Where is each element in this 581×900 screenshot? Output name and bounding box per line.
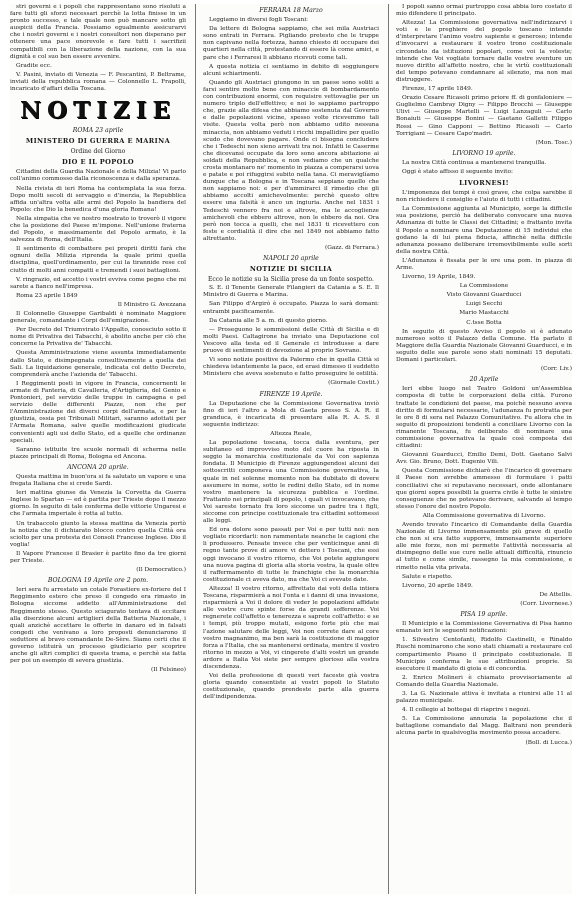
paragraph: Il Colonnello Giuseppe Garibaldi è nominato Maggiore generale, comandante i Corpi dell'emigrazione. [10,311,186,325]
paragraph: Firenze, 17 aprile 1849. [402,86,473,93]
paragraph: Questa Amministrazione viene assunta immediatamente dallo Stato, e disimpegnata consultivamente a quella dei Sali. La liquidazione generale, indicata col detto Decreto, comprenderà anche l'azienda de' Tabacchi. [10,350,186,378]
paragraph: Avendo trovato l'incarico di Comandante della Guardia Nazionale di Livorno immensamente più grave di quello che non si era fatto supporre, immensamente superiore alle mie forze, non mi permette l'attività necessaria al disimpegno delle sue cure nelle attuali difficoltà, rinuncio al tutto e come simile, rassegno la mia commissione, e rimetto nella vita privata. [396,522,572,571]
subheading: Ecco le notizie su la Sicilia prese da un fonte sospetto. [208,276,374,284]
column-1 [10,4,186,894]
centered-line: Altezza Reale, [270,430,312,437]
centered-line: Visto Giovanni Guarducci [446,292,522,299]
paragraph: I popoli sanno ormai purtroppo cosa abbia loro costato il mio difendere il principato. [396,4,572,18]
paragraph: Roma 23 aprile 1849 [16,292,78,299]
paragraph: La nostra Città continua a mantenersi tranquilla. [402,159,547,166]
paragraph: V. Pasini, inviato di Venezia — F. Pescantini, P. Beltrame, inviati della repubblica romana — Colonnello L. Frapolli, incaricato d'affari della Toscana. [10,71,186,93]
paragraph: Questa Commissione dichiarò che l'incarico di governare il Paese non avrebbe ammesso di formulare i patti conciliativi che si reputavano necessari, onde allontanare que giorni sopra possibili la guerra civile è tutte le sinistre conseguenze che ne potevano derivare, salvando al tempo stesso l'onore del nostro Popolo. [396,468,572,510]
paragraph: stri governi e i popoli che rappresentano sono risoluti a fare tutti gli sforzi necessari perchè la lotta finisse in un pronto successo, e tale quale non può mancare sotto gli auspicii della Francia. Possiamo egualmente assicurarvi che i nostri governi e i nostri consultori non disperano per ottenere una pace onorevole e fare tutti i sacrifizii compatibili con la liberazione della nazione, con la sua dignità e col suo ben essere avvenire. [10,4,186,60]
paragraph: Salute e rispetto. [402,573,453,580]
column-3 [396,4,572,894]
column-2 [203,4,379,894]
dateline: FIRENZE 19 Aprile. [259,390,323,398]
dateline: ROMA 23 aprile [72,127,124,135]
paragraph: In seguito di questo Avviso il popolo si è adunato numeroso sotto il Palazzo della Comune. Ha parlato il Maggiore della Guardia Nazionale Giovanni Guarducci, e in seguito delle sue parole sono stati nominati 15 deputati. Domani i particolari. [396,328,572,364]
paragraph: Ieri ebbe luogo nel Teatro Goldoni un'Assemblea composta di tutte le corporazioni della città. Furono trattate le condizioni del paese, ma poichè nessuno aveva diritto di formularsi necessarie, l'adunanza fu protratta per le ore 8 di sera nel Palazzo Comunitativo. Fu allora che in seguito di proposizioni tendenti a conciliare Livorno con la rimanente Toscana, fu deliberato di nominare una commissione governativa la quale così composta dei cittadini: [396,386,572,450]
paragraph: Giovanni Guarducci, Emilio Demi, Dott. Gaetano Salvi Avv. Gio. Bruno, Dott. Eugenio Vili. [396,452,572,466]
dateline: PISA 19 aprile. [460,611,508,619]
subheading: Ordine del Giorno [70,148,126,156]
paragraph: 4. Il collegio al bottegai di riaprire i negozi. [402,707,531,714]
paragraph: Vi sono notizie positive da Palermo che in quella Città si chiedeva istantemente la pace, ed erasi dimesso il suddetto Ministero che aveva sostenuto e fatto proseguire le ostilità. [203,357,379,378]
dateline: LIVORNO 19 aprile. [452,149,516,157]
paragraph: San Filippo d'Argirò è occupato. Piazza lo sarà domani: entrambi pacificamente. [203,301,379,315]
paragraph: 2. Enrico Molineri è chiamato provvisoriamente al Comando della Guardia Nazionale. [396,674,572,688]
paragraph: Ieri sera fu arrestato un cotale Forastiere ex-foriere del I Reggimento estero che preso il congedo era rimasto in Bologna siccome addetto all'Amministrazione del Reggimento stesso. Questo sciagurato tentava di eccitare alla diserzione alcuni artiglieri della Batteria Nazionale, i quali anzichè accettare le offerte in danaro ed in falsati congedi che venivano a loro proposti denunciarono il seduttore al bravo comandante De-Sère. Siamo certi che il governo istituirà un processo giudiciario per scoprire anche gli altri complici di questa trama, e perchè sia fatta per poi un esempio di severa giustizia. [10,587,186,665]
heading: NOTIZIE DI SICILIA [249,265,333,274]
paragraph: Questa mattina in buon'ora si fa salutato un vapore e una fregata Italiana che si crede Sardi. [10,473,186,488]
newspaper-page [10,4,572,894]
paragraph: 3. La G. Nazionale attiva è invitata a riunirsi alle 11 al palazzo municipale. [396,690,572,705]
paragraph: Il sentimento di combattere pei proprii diritti farà che ognuni della Milizia riprenda la quale primi quella disciplina, quell'ordinamento, per cui la tirannide rese col ciutto di molti anni compatti e tremendi i suoi battaglioni. [10,246,186,274]
paragraph: L'Adunanza è fissata per le ore una pom. in piazza di Arme. [396,257,572,271]
source-credit: (Corr. Liv.) [540,366,572,373]
source-credit: (Gazz. di Ferrara.) [324,245,379,251]
paragraph: L'imponenza dei tempi è così grave, che colpa sarebbe il non richiedere il consiglio e l'aiuto di tutti i cittadini. [396,190,572,204]
centered-line: C.tsse Botta [466,319,502,326]
dateline: FERRARA 18 Marzo [259,7,323,14]
dateline: BOLOGNA 19 Aprile ore 2 pom. [47,577,149,585]
paragraph: Livorno, 20 aprile 1849. [402,582,473,589]
centered-line: La Commissione [459,283,509,290]
paragraph: Quando gli Austriaci giungono in un paese sono soliti a farsi sentire molto bene con minaccie di bombardamento con contribuzioni enormi, con requisire vettovaglie per un numero triplo dell'effettivo; e noi lo sappiamo partroppo che, grazie alla difesa che abbiamo sostenuta dal Governo e dalle popolazioni vicine, spesso volte ricevemmo tali visite. Questa volta però non abbiamo udito nessuna minaccia, non abbiamo veduti i ricchi impallidire per quello scudo che dovevano pagare. Onde ci bisogna concludere che i Tedeschi non sieno arrivati tra noi. Infatti le Caserme che dicevansi occupate da loro sono ancora abitazione ai soldati della Repubblica, e non vediamo che un qualche crosta montanaro ne' momento in piazza a comperarsi uova e patate e poi rifuggirsi subito nella tana. Ci meraviglíamo dunque che a Bologna e in Toscana seppiano quello che non sappiamo noi: e per d'ammirarci il rimedio che gli abbiamo accolti amichevolmente: perchè questo oltre essere una falsità è anco un ingiuria. Anche nel 1831 i Tedeschi vennero fra noi e altrove, ma le accoglienze amichevoli che ebbero altrove, non le ebbero da noi. Ora però non tocca a quelli, che nel 1831 ti ricevettero con feste e cordialità il dire che nel 1849 noi abbiamo fatto altrettanto. [203,79,379,242]
paragraph: Ed ora dolore sono passati per Voi e per tutti noi: non vogliate ricordarli: non rammentate neanche le cagioni che li produssero. Pensate invece che per venticinque anni di regno tante prove di amore vi dettero i Toscani, che essi oggi invocano il vostro ritorno, che Voi potete aggiungere una nuova pagina di gloria alla storia vostra, la quale oltre il raffermamento di tutte le franchigie che la monarchia costituzionale ci aveva dato, ma che Voi ci avevate date. [203,527,379,583]
source-credit: (Mon. Tosc.) [535,139,572,146]
heading: MINISTERO DI GUERRA E MARINA [25,137,171,146]
paragraph: S. E. il Tenente Generale Filangieri da Catania a S. E. Il Ministro di Guerra e Marina. [203,285,379,299]
paragraph: 5. La Commissione annunzia la popolazione che il battaglione comandato dal Magg. Baltrani non prenderà alcuna parte in qualsivoglia movimento possa accadere. [396,716,572,737]
paragraph: La popolazione toscana, tocca dalla sventura, per subitaneo ed improvviso moto del cuore ha riposta in seggio la monarchia costituzionale da Voi con sapienza fondata. Il Municipio di Firenze aggiungendosi alcuni dei sottoscritti componeva una Commissione governativa, la quale in nel solenne momento non ha dubitato di dovere assumere in nome, sotto le redini dello Stato, ed in nome vostro mantenere la sicurezza pubblica e l'ordine. Frattanto nei principali di popolo, i quali vi invocavano, che Voi sareste tornato fra loro siccome un padre tra i figli, siccome con principe costituzionale tra cittadini sottomessi alle leggi. [203,440,379,525]
paragraph: Un trabaccolo giunto la stessa mattina da Venezia portò la notizia che il dichiarato blocco contro quella Città ora sciolto per una protesta dei Consoli Francese Inglese. Dio il voglia! [10,520,186,548]
paragraph: Cittadini della Guardia Nazionale e della Milizia! Vi parlo coll'animo commosso dalla riconoscenza e dalla speranza. [10,169,186,183]
dateline: NAPOLI 20 aprile [263,255,319,263]
paragraph: Oggi è stato affisso il seguente invito: [402,168,513,175]
source-credit: (Il Democratico.) [136,567,186,574]
dateline: 20 Aprile [469,376,499,384]
paragraph: Gradite ecc. [16,62,52,69]
source-credit: De Attellis. [539,591,572,598]
paragraph: Voi della professione di questi veri faceste già vostra gloria quando consentiste ai vostri popoli lo Statuto costituzionale, quando prendeste parte alla guerra dell'indipendenza. [203,673,379,701]
paragraph: Orazio Cesare Ricasoli primo priore ff. di gonfaloniere — Guglielmo Cambray Digny — Filippo Brocchi — Giuseppe Ulivi — Giuseppe Martelli — Luigi Lanzaguli — Carlo Bonaiuti — Giuseppe Bonini — Gaetano Galletti Filippo Rossi — Gino Capponi — Bettino Ricasoli — Carlo Torrigiani — Cesare Capo'madri. [396,95,572,137]
source-credit: (Il Felsineo) [151,667,186,674]
paragraph: 1. Silvestro Centofanti, Ridolfo Castinelli, e Rinaldo Ruschi nominarono che sono stati chiamati a restaurare col compartimento Pisano il principato costituzionale. Il Municipio conferma le sue attribuzioni proprie. Si esecutore il mandato di gioia e di concordia. [396,637,572,672]
paragraph: Nella rivista di ieri Roma ha contemplata la sua forza. Dopo molti secoli di servaggio e d'inerzia, la Repubblica affida un'altra volta alle armi del Popolo la bandiera del Popolo: che Dio la benedica d'una gloria Romana! [10,185,186,213]
heading: LIVORNESI! [459,179,509,188]
heading: DIO E IL POPOLO [62,158,134,167]
source-credit: (Corr. Livornese.) [520,600,572,607]
column-rule [388,4,389,894]
source-credit: (Boll. di Lucca.) [525,739,572,746]
paragraph: A questa notizia ci sentiamo in debito di soggiungere alcuni schiarimenti. [203,63,379,77]
paragraph: Altezza! Il vostro ritorno, affrettato dai voti della intiera Toscana, risparmierà a noi l'onta e i danni di una invasione, risparmierà a Voi il dolore di veder le popolazioni affidate alle vostre cure spinte forse da grandi sofferenze. Voi regnerete coll'affetto e tenerezza e saprete coll'affetto: e se i tempi, più troppo mutati, esigono forte più che mai l'azione salutare delle leggi, Voi non correte dare al core vostro magnanimo, ma ben sarà la costituzione di maggior forza a l'Italia, che sa mantenersi ordinata, mentre il vostro ritorno in mezzo a Voi, vi cingerete d'alti vostri un grande ardore a Italia Voi siete per sempre glorioso alla vostra discendenza. [203,585,379,670]
paragraph: Leggiamo in diversi fogli Toscani: [209,17,309,24]
paragraph: Livorno, 19 Aprile, 1849. [402,274,476,281]
paragraph: Altezza! La Commissione governativa nell'indirizzarvi i voti e le preghiere del popolo toscano intende d'interpretare l'animo vostro sapiente e generoso; intende d'invocarvi a restaurare il vostro trono costituzionale circondato da istituzioni popolari, come voi la voleste; intende che Voi vogliate tornare dalle vostre sventure un nuovo diritto all'affetto nostro, che le virtù costituzionali del tempo potevano condannare al silenzio, ma non mai distruggere. [396,20,572,83]
section-banner: NOTIZIE [19,97,176,125]
paragraph: Per Decreto del Triumvirato l'Appalto, conosciuto sotto il nome di Privativa dei Tabacchi, è abolito anche per ciò che concerne la Privativa de' Tabacchi. [10,327,186,348]
paragraph: Il Municipio e la Commissione Governativa di Pisa hanno emanato ieri le seguenti notificazioni: [396,621,572,635]
paragraph: Da Catania alle 5 a. m. di questo giorno. [209,317,328,324]
paragraph: La Deputazione che la Commissione Governativa inviò fino di ieri l'altro a Mola di Gaeta presso S. A. R. il granduca, è incaricata di presentare alla R. A. S. il seguente indirizzo: [203,400,379,428]
centered-line: Alla Commissione governativa di Livorno. [422,512,546,519]
paragraph: — Proseguono le sommissioni delle Città di Sicilia e di molti Paesi. Caltagirone ha inviato una Deputazione col Vescovo alla testa ed il Generale ci introdusse a dare pruove di sentimenti di devozione al proprio Sovrano. [203,326,379,355]
paragraph: Ieri mattina giunse da Venezia la Corvetta da Guerra Inglese lo Spartan — ed è partita per Trieste dopo il mezzo giorno. In seguito di tale conferma delle vittorie Ungaresi e che l'armata imperiale è rotta al tutto. [10,490,186,518]
paragraph: Nella simpatia che ve nostro mostrato io troverò il vigore che la posizione del Paese m'impone. Nell'unione fraterna del Popolo, e massimamente del Popolo armato, è la salvezza di Roma, dell'Italia. [10,215,186,244]
paragraph: Il Vapore Francese il Brasier è partito fino da tre giorni per Trieste. [10,550,186,564]
source-credit: (Giornale Costit.) [328,380,379,387]
paragraph: Saranno istituite tre scuole normali di scherma nelle piazze principali di Roma, Bologna ed Ancona. [10,446,186,460]
paragraph: Da lettere di Bologna sappiamo, che sei mila Austriaci sono entrati in Ferrara. Pigliando pretesto che le truppe non capivano nella fortezza, hanno chiesto di occupare dei quartieri nella città, protestando di essere là come amici, e pare che i Ferraresi li abbiano ricevuti come tali. [203,26,379,61]
paragraph: I Reggimenti posti in vigore in Francia, concernenti le armate di Fanteria, di Cavalleria, d'Artiglieria, del Genio e Pontonieri, pel servizio delle truppe in campagna e pel servizio delle differenti Piazze, non che per l'Amministrazione dei diversi corpi dell'armata, e per la giustizia, ossia pei Tribunali Militari, saranno adottati per l'Armata Romana, salve quelle modificazioni giudicate convenienti agli usi dello Stato, ed a quelle che ordinanze speciali. [10,380,186,444]
dateline: ANCONA 20 aprile. [67,463,129,471]
centered-line: Mario Mastacchi [459,310,509,317]
column-rule [195,4,196,894]
paragraph: La Commissione aggiunta al Municipio, sorge la difficile sua posizione, perciò ha deliberato convocare una nuova Adunanza di tutte le Classi dei Cittadini; e frattanto invita il Popolo a nominare una Deputazione di 15 individui che godano la di lui piena fiducia, affinchè nella difficile adunanza possano deliberare irremovibilmente sulle sorti della nostra Città. [396,206,572,255]
source-credit: Il Ministro G. Avezzana [117,301,186,308]
paragraph: V. ringrazio, ed accetto i vostri evviva come pegno che mi sarete a fianco nell'impresa. [10,276,186,290]
centered-line: Luigi Secchi [465,301,503,308]
